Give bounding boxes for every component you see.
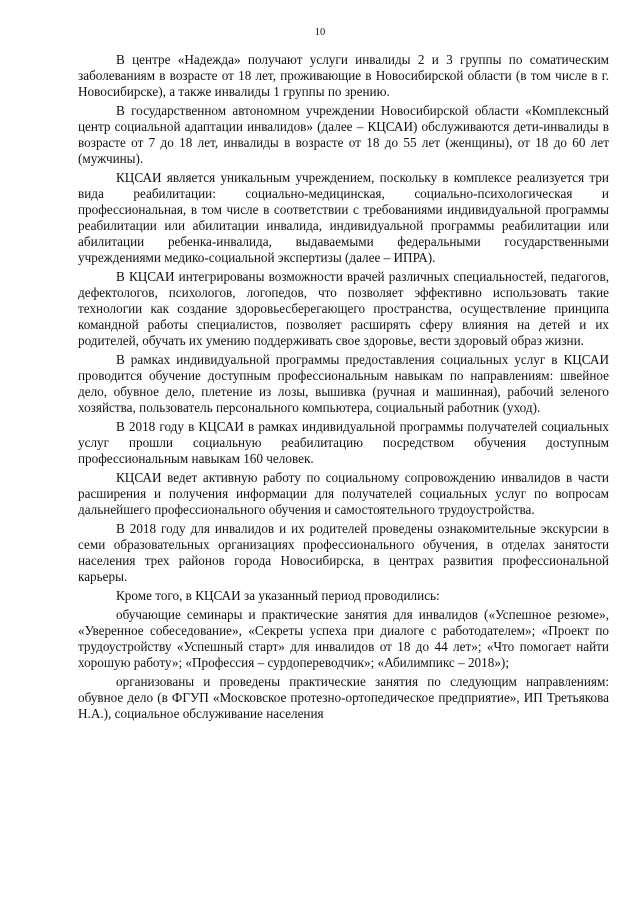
paragraph: КЦСАИ ведет активную работу по социальному сопровождению инвалидов в части расширения и получения информации для получателей социальных услуг по вопросам дальнейшего профессионального обучения и самостоятельного трудоустройства. [78,470,609,517]
paragraph: В рамках индивидуальной программы предоставления социальных услуг в КЦСАИ проводится обучение доступным профессиональным навыкам по направлениям: швейное дело, обувное дело, плетение из лозы, вышивка (ручная и машинная), рабочий зеленого хозяйства, пользователь персонального компьютера, социальный работник (уход). [78,352,609,415]
page-number: 10 [314,27,326,38]
paragraph: Кроме того, в КЦСАИ за указанный период проводились: [116,588,440,603]
paragraph: организованы и проведены практические занятия по следующим направлениям: обувное дело (в ФГУП «Московское протезно-ортопедическое предприятие», ИП Третьякова Н.А.), социальное обслуживание населения [78,674,609,721]
document-body [78,52,609,722]
paragraph: В 2018 году для инвалидов и их родителей проведены ознакомительные экскурсии в семи образовательных организациях профессионального обучения, в отделах занятости населения трех районов города Новосибирска, в центрах развития профессиональной карьеры. [78,521,609,584]
paragraph: КЦСАИ является уникальным учреждением, поскольку в комплексе реализуется три вида реабилитации: социально-медицинская, социально-психологическая и профессиональная, в том числе в соответствии с требованиями индивидуальной программы реабилитации или абилитации инвалида, индивидуальной программы реабилитации или абилитации ребенка-инвалида, выдаваемыми федеральными государственными учреждениями медико-социальной экспертизы (далее – ИПРА). [78,170,609,265]
paragraph: обучающие семинары и практические занятия для инвалидов («Успешное резюме», «Уверенное собеседование», «Секреты успеха при диалоге с работодателем»; «Проект по трудоустройству «Успешный старт» для инвалидов от 18 до 44 лет»; «Что помогает найти хорошую работу»; «Профессия – сурдопереводчик»; «Абилимпикс – 2018»); [78,607,609,670]
paragraph: В центре «Надежда» получают услуги инвалиды 2 и 3 группы по соматическим заболеваниям в возрасте от 18 лет, проживающие в Новосибирской области (в том числе в г. Новосибирске), а также инвалиды 1 группы по зрению. [78,52,609,99]
paragraph: В 2018 году в КЦСАИ в рамках индивидуальной программы получателей социальных услуг прошли социальную реабилитацию посредством обучения доступным профессиональным навыкам 160 человек. [78,419,609,466]
paragraph: В государственном автономном учреждении Новосибирской области «Комплексный центр социальной адаптации инвалидов» (далее – КЦСАИ) обслуживаются дети-инвалиды в возрасте от 7 до 18 лет, инвалиды в возрасте от 18 до 55 лет (женщины), от 18 до 60 лет (мужчины). [78,103,609,166]
paragraph: В КЦСАИ интегрированы возможности врачей различных специальностей, педагогов, дефектологов, психологов, логопедов, что позволяет эффективно использовать такие технологии как создание здоровьесберегающего пространства, осуществление принципа командной работы специалистов, позволяет расширять сферу влияния на детей и их родителей, обучать их умению поддерживать свое здоровье, вести здоровый образ жизни. [78,269,609,348]
